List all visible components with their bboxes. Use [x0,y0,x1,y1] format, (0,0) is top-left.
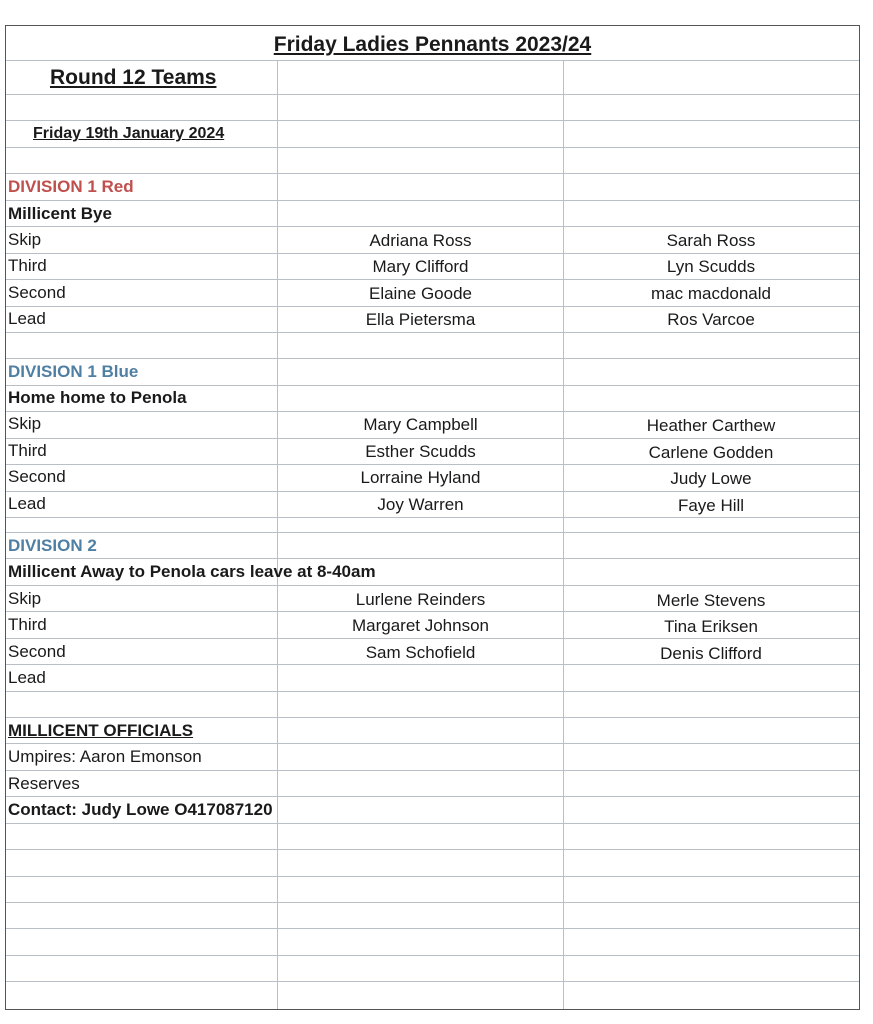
team-a-player: Elaine Goode [368,284,473,303]
team-b-player: Judy Lowe [670,469,752,488]
rule [6,876,859,877]
rule [6,358,859,359]
column-divider [277,60,278,1009]
division-2-note: Millicent Away to Penola cars leave at 8-40am [8,562,376,581]
rule [6,532,859,533]
page-title: Friday Ladies Pennants 2023/24 [273,33,592,56]
rule [6,691,859,692]
rule [6,200,859,201]
team-b-player: Merle Stevens [656,591,766,610]
rule [6,491,859,492]
rule [6,558,859,559]
team-b-player: Denis Clifford [660,644,762,663]
division-1-red-heading: DIVISION 1 Red [8,177,134,196]
team-b-player: Heather Carthew [646,416,776,435]
umpires-line: Umpires: Aaron Emonson [8,747,202,766]
team-a-player: Mary Campbell [363,415,478,434]
team-a-player: Margaret Johnson [351,616,490,635]
column-divider [563,60,564,1009]
position-label: Skip [8,414,42,433]
team-b-player: Sarah Ross [666,231,756,250]
team-a-player: Mary Clifford [372,257,469,276]
rule [6,664,859,665]
position-label: Lead [8,309,46,328]
rule [6,332,859,333]
rule [6,638,859,639]
team-b-player: Tina Eriksen [664,617,758,636]
rule [6,226,859,227]
round-heading: Round 12 Teams [50,66,217,89]
team-a-player: Lorraine Hyland [360,468,481,487]
rule [6,253,859,254]
team-a-player: Sam Schofield [365,643,476,662]
position-label: Second [8,283,66,302]
officials-heading: MILLICENT OFFICIALS [8,721,194,740]
rule [6,902,859,903]
rule [6,928,859,929]
contact-line: Contact: Judy Lowe O417087120 [8,800,273,819]
rule [6,796,859,797]
position-label: Second [8,642,66,661]
team-a-player: Adriana Ross [369,231,472,250]
position-label: Third [8,441,47,460]
rule [6,517,859,518]
rule [6,717,859,718]
position-label: Second [8,467,66,486]
rule [6,60,859,61]
position-label: Lead [8,494,46,513]
team-b-player: Faye Hill [677,496,745,515]
rule [6,743,859,744]
team-a-player: Lurlene Reinders [355,590,486,609]
division-1-blue-note: Home home to Penola [8,388,187,407]
rule [6,823,859,824]
rule [6,849,859,850]
position-label: Skip [8,589,42,608]
team-b-player: Ros Varcoe [667,310,755,329]
rule [6,306,859,307]
division-1-blue-heading: DIVISION 1 Blue [8,362,139,381]
match-date: Friday 19th January 2024 [33,125,225,142]
rule [6,955,859,956]
position-label: Skip [8,230,42,249]
rule [6,464,859,465]
team-b-player: Lyn Scudds [666,257,756,276]
reserves-line: Reserves [8,774,80,793]
rule [6,438,859,439]
division-2-heading: DIVISION 2 [8,536,97,555]
position-label: Third [8,615,47,634]
rule [6,981,859,982]
rule [6,585,859,586]
team-b-player: mac macdonald [650,284,771,303]
rule [6,173,859,174]
team-a-player: Joy Warren [377,495,464,514]
rule [6,94,859,95]
position-label: Lead [8,668,46,687]
team-a-player: Ella Pietersma [365,310,476,329]
team-a-player: Esther Scudds [365,442,476,461]
rule [6,611,859,612]
rule [6,411,859,412]
team-b-player: Carlene Godden [648,443,774,462]
rule [6,120,859,121]
position-label: Third [8,256,47,275]
rule [6,147,859,148]
rule [6,770,859,771]
rule [6,385,859,386]
rule [6,279,859,280]
division-1-red-note: Millicent Bye [8,204,112,223]
